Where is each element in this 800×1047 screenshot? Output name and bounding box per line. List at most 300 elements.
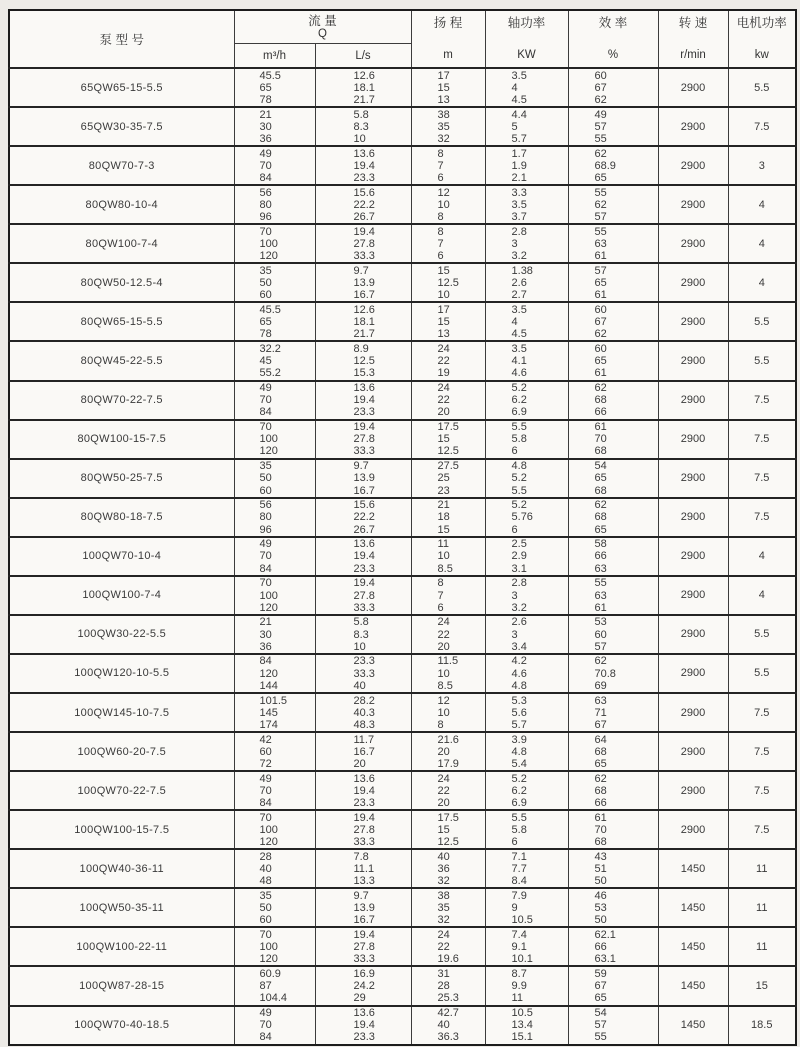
efficiency-value: 71 xyxy=(594,706,607,719)
flow-ls-value: 20 xyxy=(353,757,366,770)
efficiency-cell xyxy=(568,888,658,927)
flow-m3h-value: 21 xyxy=(259,108,272,121)
head-cell xyxy=(411,654,485,693)
efficiency-cell xyxy=(568,420,658,459)
speed-cell: 2900 xyxy=(658,576,728,615)
motor-power-cell: 7.5 xyxy=(728,107,796,146)
flow-m3h-value: 70 xyxy=(259,784,272,797)
table-row xyxy=(9,381,796,420)
flow-m3h-value: 80 xyxy=(259,198,272,211)
flow-ls-value: 19.4 xyxy=(353,784,375,797)
flow-m3h-value: 60 xyxy=(259,289,272,302)
efficiency-value: 60 xyxy=(594,303,607,316)
efficiency-value: 64 xyxy=(594,733,607,746)
head-value: 7 xyxy=(437,589,444,602)
flow-ls-value: 40.3 xyxy=(353,706,375,719)
efficiency-value: 63 xyxy=(594,589,607,602)
table-row xyxy=(9,888,796,927)
efficiency-value: 61 xyxy=(594,289,607,302)
flow-ls-cell xyxy=(315,224,411,263)
head-value: 11 xyxy=(437,538,449,551)
flow-m3h-value: 35 xyxy=(259,889,272,902)
pump-model-cell: 100QW87-28-15 xyxy=(9,966,234,1005)
flow-m3h-cell xyxy=(234,810,315,849)
shaft-power-value: 2.7 xyxy=(511,289,527,302)
pump-model-cell: 100QW120-10-5.5 xyxy=(9,654,234,693)
flow-m3h-cell xyxy=(234,68,315,107)
head-value: 12.5 xyxy=(437,445,459,458)
head-value: 22 xyxy=(437,394,450,407)
head-value: 17 xyxy=(437,303,450,316)
flow-m3h-value: 144 xyxy=(259,679,278,692)
head-value: 19 xyxy=(437,367,450,380)
shaft-power-value: 2.1 xyxy=(511,172,527,184)
head-value: 22 xyxy=(437,784,450,797)
flow-m3h-cell xyxy=(234,146,315,185)
efficiency-value: 60 xyxy=(594,342,607,355)
shaft-power-value: 3.2 xyxy=(511,250,527,263)
flow-m3h-cell xyxy=(234,927,315,966)
head-cell xyxy=(411,107,485,146)
pump-model-cell: 100QW70-10-4 xyxy=(9,537,234,576)
flow-m3h-value: 49 xyxy=(259,382,272,394)
flow-ls-cell xyxy=(315,537,411,576)
pump-model-cell: 80QW100-15-7.5 xyxy=(9,420,234,459)
shaft-power-value: 4.6 xyxy=(511,667,527,680)
flow-ls-value: 33.3 xyxy=(353,445,375,458)
flow-m3h-value: 100 xyxy=(259,589,278,602)
flow-ls-value: 13.3 xyxy=(353,875,375,888)
motor-power-cell: 7.5 xyxy=(728,693,796,732)
flow-ls-value: 15.6 xyxy=(353,499,375,512)
table-row xyxy=(9,420,796,459)
flow-ls-value: 26.7 xyxy=(353,523,375,536)
speed-cell: 2900 xyxy=(658,68,728,107)
efficiency-value: 61 xyxy=(594,367,607,380)
column-header-flow xyxy=(234,10,411,44)
flow-m3h-cell xyxy=(234,420,315,459)
flow-ls-value: 13.6 xyxy=(353,772,375,785)
motor-power-cell: 4 xyxy=(728,576,796,615)
flow-m3h-value: 120 xyxy=(259,445,278,458)
shaft-power-value: 3.4 xyxy=(511,640,527,653)
head-cell xyxy=(411,693,485,732)
table-row xyxy=(9,459,796,498)
shaft-power-cell xyxy=(485,185,568,224)
shaft-power-value: 9 xyxy=(511,902,518,914)
efficiency-value: 50 xyxy=(594,914,607,927)
efficiency-value: 62 xyxy=(594,328,607,341)
flow-m3h-value: 36 xyxy=(259,132,272,145)
flow-ls-value: 40 xyxy=(353,679,366,692)
shaft-power-value: 5.7 xyxy=(511,718,527,731)
head-value: 17.5 xyxy=(437,421,459,434)
efficiency-value: 63.1 xyxy=(594,953,616,966)
flow-m3h-value: 55.2 xyxy=(259,367,281,380)
head-value: 35 xyxy=(437,902,450,914)
pump-model-cell: 80QW70-22-7.5 xyxy=(9,381,234,420)
shaft-power-value: 7.9 xyxy=(511,889,527,902)
head-value: 22 xyxy=(437,941,450,954)
head-value: 8 xyxy=(437,225,444,238)
flow-ls-value: 12.6 xyxy=(353,303,375,316)
flow-m3h-cell xyxy=(234,888,315,927)
flow-ls-value: 13.6 xyxy=(353,1007,375,1019)
shaft-power-cell xyxy=(485,263,568,302)
motor-power-cell: 11 xyxy=(728,888,796,927)
head-value: 36.3 xyxy=(437,1031,459,1044)
head-value: 13 xyxy=(437,93,450,106)
flow-ls-value: 21.7 xyxy=(353,93,375,106)
head-value: 12 xyxy=(437,186,450,199)
shaft-power-cell xyxy=(485,654,568,693)
column-header-shaft-power xyxy=(485,10,568,68)
efficiency-cell xyxy=(568,810,658,849)
efficiency-value: 53 xyxy=(594,616,607,629)
efficiency-value: 55 xyxy=(594,225,607,238)
flow-m3h-value: 70 xyxy=(259,928,272,941)
head-cell xyxy=(411,615,485,654)
shaft-power-value: 13.4 xyxy=(511,1019,533,1032)
shaft-power-cell xyxy=(485,68,568,107)
pump-model-cell: 100QW100-15-7.5 xyxy=(9,810,234,849)
shaft-power-value: 2.6 xyxy=(511,277,527,289)
head-cell xyxy=(411,498,485,537)
flow-ls-cell xyxy=(315,966,411,1005)
efficiency-value: 67 xyxy=(594,81,607,94)
head-value: 12.5 xyxy=(437,836,459,849)
shaft-power-value: 5.2 xyxy=(511,772,527,785)
pump-model-cell: 100QW30-22-5.5 xyxy=(9,615,234,654)
motor-power-cell: 7.5 xyxy=(728,732,796,771)
efficiency-value: 62.1 xyxy=(594,928,616,941)
flow-ls-value: 13.9 xyxy=(353,902,375,914)
motor-power-cell: 5.5 xyxy=(728,341,796,380)
flow-ls-value: 12.6 xyxy=(353,69,375,82)
table-header xyxy=(9,10,796,68)
shaft-power-value: 10.5 xyxy=(511,914,533,927)
efficiency-value: 65 xyxy=(594,523,607,536)
flow-ls-value: 15.3 xyxy=(353,367,375,380)
flow-ls-cell xyxy=(315,810,411,849)
shaft-power-value: 7.7 xyxy=(511,862,527,875)
shaft-power-value: 4 xyxy=(511,81,518,94)
shaft-power-value: 4.5 xyxy=(511,328,527,341)
shaft-power-value: 6 xyxy=(511,445,518,458)
flow-m3h-value: 96 xyxy=(259,523,272,536)
flow-ls-cell xyxy=(315,459,411,498)
head-cell xyxy=(411,420,485,459)
efficiency-value: 60 xyxy=(594,69,607,82)
flow-m3h-value: 56 xyxy=(259,499,272,512)
table-row xyxy=(9,185,796,224)
speed-cell: 2900 xyxy=(658,771,728,810)
speed-cell: 2900 xyxy=(658,693,728,732)
flow-ls-value: 19.4 xyxy=(353,811,375,824)
flow-ls-cell xyxy=(315,615,411,654)
speed-cell: 1450 xyxy=(658,966,728,1005)
table-row xyxy=(9,224,796,263)
efficiency-value: 66 xyxy=(594,797,607,809)
flow-ls-value: 26.7 xyxy=(353,211,375,224)
flow-ls-value: 8.3 xyxy=(353,120,369,133)
efficiency-value: 65 xyxy=(594,992,607,1005)
flow-m3h-cell xyxy=(234,771,315,810)
flow-m3h-value: 78 xyxy=(259,328,272,341)
flow-ls-cell xyxy=(315,849,411,888)
flow-m3h-cell xyxy=(234,498,315,537)
flow-m3h-value: 60 xyxy=(259,914,272,927)
efficiency-value: 63 xyxy=(594,694,607,707)
efficiency-value: 66 xyxy=(594,406,607,419)
flow-m3h-value: 60 xyxy=(259,484,272,497)
flow-m3h-value: 120 xyxy=(259,667,278,680)
flow-ls-cell xyxy=(315,771,411,810)
flow-ls-value: 19.4 xyxy=(353,159,375,172)
pump-model-cell: 100QW100-7-4 xyxy=(9,576,234,615)
head-cell xyxy=(411,810,485,849)
shaft-power-value: 15.1 xyxy=(511,1031,533,1044)
flow-m3h-cell xyxy=(234,654,315,693)
efficiency-value: 50 xyxy=(594,875,607,888)
motor-power-cell: 4 xyxy=(728,537,796,576)
efficiency-value: 67 xyxy=(594,316,607,329)
flow-m3h-value: 101.5 xyxy=(259,694,288,707)
flow-ls-cell xyxy=(315,654,411,693)
shaft-power-value: 5.8 xyxy=(511,823,527,836)
flow-ls-value: 23.3 xyxy=(353,797,375,809)
speed-cell: 2900 xyxy=(658,810,728,849)
flow-ls-value: 22.2 xyxy=(353,198,375,211)
efficiency-value: 70 xyxy=(594,433,607,446)
shaft-power-cell xyxy=(485,1006,568,1045)
head-cell xyxy=(411,537,485,576)
shaft-power-value: 3.3 xyxy=(511,186,527,199)
shaft-power-value: 9.1 xyxy=(511,941,527,954)
flow-ls-value: 13.6 xyxy=(353,382,375,394)
table-row xyxy=(9,927,796,966)
efficiency-cell xyxy=(568,498,658,537)
efficiency-value: 61 xyxy=(594,601,607,614)
efficiency-value: 49 xyxy=(594,108,607,121)
shaft-power-value: 5.2 xyxy=(511,499,527,512)
flow-m3h-value: 70 xyxy=(259,225,272,238)
flow-m3h-value: 70 xyxy=(259,811,272,824)
efficiency-cell xyxy=(568,459,658,498)
head-value: 17 xyxy=(437,69,450,82)
shaft-power-cell xyxy=(485,381,568,420)
flow-m3h-value: 70 xyxy=(259,159,272,172)
head-value: 8.5 xyxy=(437,562,453,575)
flow-m3h-value: 120 xyxy=(259,601,278,614)
table-row xyxy=(9,498,796,537)
table-row xyxy=(9,732,796,771)
efficiency-value: 68 xyxy=(594,484,607,497)
shaft-power-value: 7.4 xyxy=(511,928,527,941)
head-cell xyxy=(411,146,485,185)
head-value: 22 xyxy=(437,355,450,368)
efficiency-value: 61 xyxy=(594,811,607,824)
flow-ls-cell xyxy=(315,302,411,341)
head-value: 15 xyxy=(437,316,450,329)
shaft-power-cell xyxy=(485,576,568,615)
flow-ls-cell xyxy=(315,420,411,459)
speed-cell: 2900 xyxy=(658,185,728,224)
head-value: 31 xyxy=(437,967,450,980)
shaft-power-cell xyxy=(485,459,568,498)
pump-model-cell: 80QW50-12.5-4 xyxy=(9,263,234,302)
table-row xyxy=(9,576,796,615)
efficiency-value: 68 xyxy=(594,445,607,458)
flow-m3h-cell xyxy=(234,459,315,498)
shaft-power-value: 3 xyxy=(511,628,518,641)
efficiency-value: 57 xyxy=(594,264,607,277)
head-value: 6 xyxy=(437,601,444,614)
efficiency-cell xyxy=(568,966,658,1005)
speed-cell: 2900 xyxy=(658,341,728,380)
flow-m3h-cell xyxy=(234,732,315,771)
speed-cell: 1450 xyxy=(658,927,728,966)
flow-ls-value: 9.7 xyxy=(353,264,369,277)
head-value: 8 xyxy=(437,577,444,590)
speed-cell: 1450 xyxy=(658,849,728,888)
flow-m3h-cell xyxy=(234,107,315,146)
motor-power-cell: 7.5 xyxy=(728,771,796,810)
efficiency-cell xyxy=(568,693,658,732)
efficiency-cell xyxy=(568,263,658,302)
flow-m3h-value: 42 xyxy=(259,733,272,746)
flow-m3h-value: 120 xyxy=(259,953,278,966)
efficiency-value: 46 xyxy=(594,889,607,902)
pump-model-cell: 100QW145-10-7.5 xyxy=(9,693,234,732)
efficiency-cell xyxy=(568,185,658,224)
head-value: 25.3 xyxy=(437,992,459,1005)
table-row xyxy=(9,263,796,302)
flow-m3h-value: 56 xyxy=(259,186,272,199)
shaft-power-value: 8.4 xyxy=(511,875,527,888)
motor-power-cell: 4 xyxy=(728,263,796,302)
efficiency-value: 58 xyxy=(594,538,607,551)
flow-ls-cell xyxy=(315,381,411,420)
shaft-power-cell xyxy=(485,732,568,771)
shaft-power-value: 3.5 xyxy=(511,342,527,355)
head-value: 38 xyxy=(437,889,450,902)
shaft-power-value: 2.9 xyxy=(511,550,527,563)
shaft-power-value: 10.5 xyxy=(511,1007,533,1019)
flow-m3h-value: 49 xyxy=(259,1007,272,1019)
flow-ls-value: 23.3 xyxy=(353,655,375,668)
head-value: 21.6 xyxy=(437,733,459,746)
efficiency-value: 43 xyxy=(594,850,607,863)
head-value: 7 xyxy=(437,237,444,250)
flow-ls-value: 27.8 xyxy=(353,433,375,446)
flow-m3h-value: 84 xyxy=(259,406,272,419)
pump-model-cell: 100QW70-40-18.5 xyxy=(9,1006,234,1045)
flow-m3h-value: 100 xyxy=(259,237,278,250)
flow-m3h-value: 100 xyxy=(259,823,278,836)
efficiency-cell xyxy=(568,146,658,185)
flow-m3h-value: 28 xyxy=(259,850,272,863)
shaft-power-value: 5.5 xyxy=(511,484,527,497)
flow-ls-value: 48.3 xyxy=(353,718,375,731)
flow-ls-value: 10 xyxy=(353,132,366,145)
flow-ls-value: 23.3 xyxy=(353,406,375,419)
motor-power-cell: 15 xyxy=(728,966,796,1005)
shaft-power-cell xyxy=(485,771,568,810)
pump-model-cell: 100QW60-20-7.5 xyxy=(9,732,234,771)
head-value: 18 xyxy=(437,511,450,524)
shaft-power-value: 6.2 xyxy=(511,394,527,407)
efficiency-value: 70 xyxy=(594,823,607,836)
head-value: 20 xyxy=(437,745,450,758)
efficiency-value: 53 xyxy=(594,902,607,914)
speed-cell: 2900 xyxy=(658,498,728,537)
efficiency-value: 65 xyxy=(594,472,607,485)
motor-power-cell: 11 xyxy=(728,927,796,966)
column-header-model xyxy=(9,10,234,68)
efficiency-value: 55 xyxy=(594,577,607,590)
head-value: 19.6 xyxy=(437,953,459,966)
shaft-power-value: 9.9 xyxy=(511,980,527,993)
flow-m3h-value: 84 xyxy=(259,655,272,668)
pump-model-cell: 80QW45-22-5.5 xyxy=(9,341,234,380)
head-cell xyxy=(411,888,485,927)
motor-power-cell: 18.5 xyxy=(728,1006,796,1045)
head-value: 7 xyxy=(437,159,444,172)
efficiency-value: 57 xyxy=(594,120,607,133)
head-value: 40 xyxy=(437,1019,450,1032)
pump-model-cell: 65QW65-15-5.5 xyxy=(9,68,234,107)
shaft-power-value: 5 xyxy=(511,120,518,133)
head-cell xyxy=(411,302,485,341)
table-row xyxy=(9,341,796,380)
flow-m3h-cell xyxy=(234,849,315,888)
efficiency-cell xyxy=(568,849,658,888)
shaft-power-value: 1.7 xyxy=(511,147,527,160)
flow-m3h-value: 21 xyxy=(259,616,272,629)
head-value: 13 xyxy=(437,328,450,341)
pump-model-cell: 80QW70-7-3 xyxy=(9,146,234,185)
efficiency-value: 62 xyxy=(594,772,607,785)
shaft-power-value: 11 xyxy=(511,992,523,1005)
speed-cell: 2900 xyxy=(658,263,728,302)
speed-cell: 2900 xyxy=(658,654,728,693)
efficiency-cell xyxy=(568,576,658,615)
efficiency-value: 70.8 xyxy=(594,667,616,680)
head-value: 8.5 xyxy=(437,679,453,692)
flow-ls-value: 23.3 xyxy=(353,172,375,184)
shaft-power-value: 5.2 xyxy=(511,382,527,394)
flow-m3h-value: 60.9 xyxy=(259,967,281,980)
flow-m3h-value: 96 xyxy=(259,211,272,224)
flow-ls-value: 12.5 xyxy=(353,355,375,368)
column-header-model-label: 泵 型 号 xyxy=(99,33,144,47)
table-row xyxy=(9,810,796,849)
head-value: 8 xyxy=(437,147,444,160)
shaft-power-value: 7.1 xyxy=(511,850,527,863)
speed-cell: 1450 xyxy=(658,888,728,927)
flow-m3h-value: 49 xyxy=(259,538,272,551)
shaft-power-value: 4.8 xyxy=(511,745,527,758)
shaft-power-value: 5.8 xyxy=(511,433,527,446)
column-header-head xyxy=(411,10,485,68)
head-value: 10 xyxy=(437,198,450,211)
speed-cell: 2900 xyxy=(658,302,728,341)
speed-cell: 2900 xyxy=(658,146,728,185)
efficiency-cell xyxy=(568,1006,658,1045)
shaft-power-cell xyxy=(485,537,568,576)
column-header-flow-ls: L/s xyxy=(315,44,411,68)
